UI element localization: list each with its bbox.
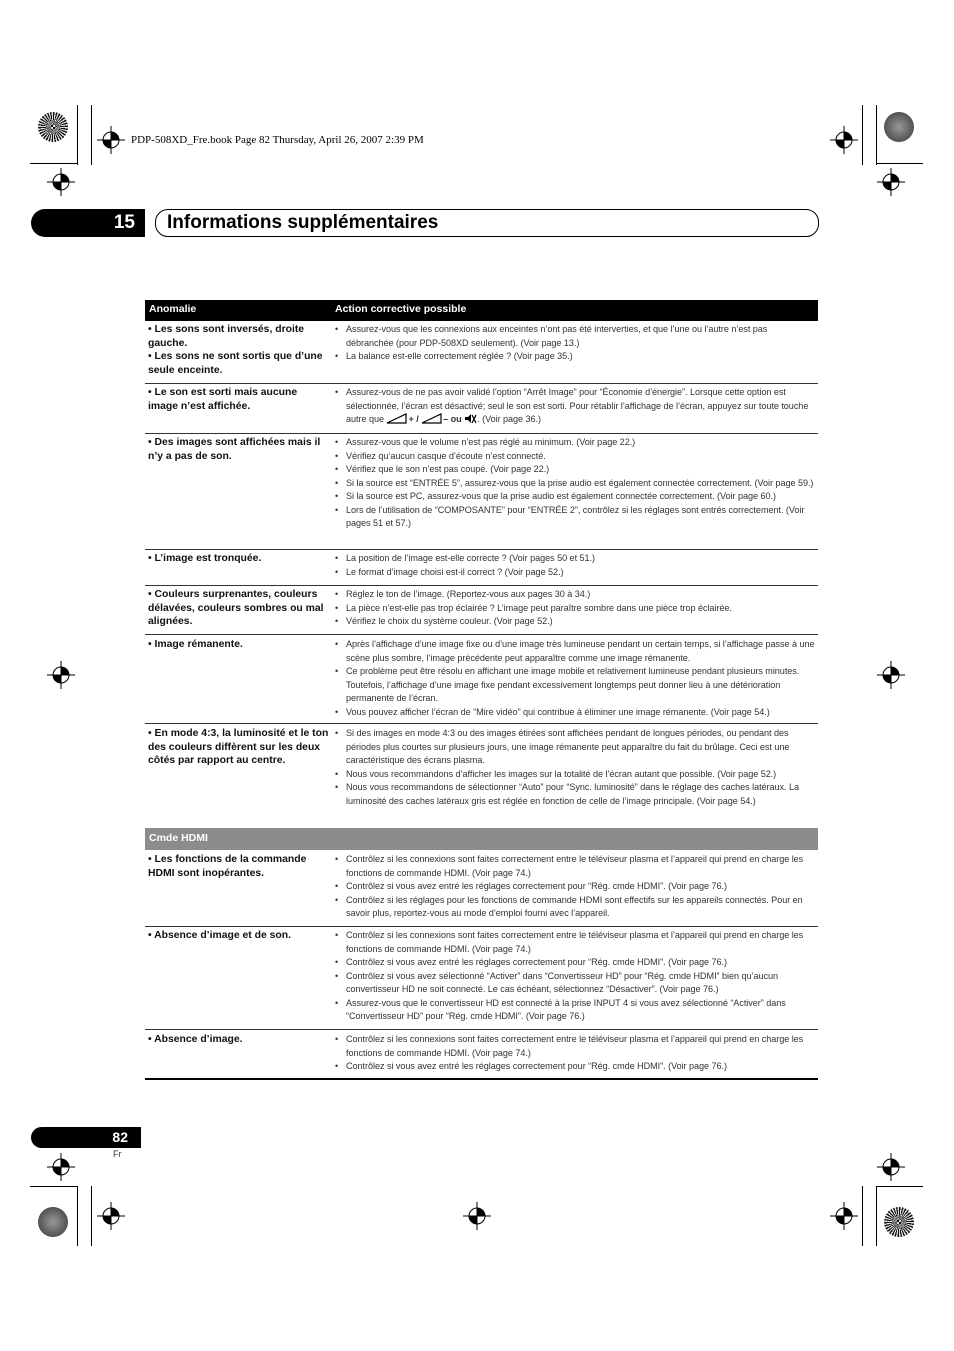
anomaly-cell: • Absence d’image. [148,1034,243,1045]
registration-mark-icon [877,661,905,689]
registration-mark-icon [830,126,858,154]
chapter-number: 15 [31,209,145,237]
list-item: • Vérifiez que le son n’est pas coupé. (Voir page 22.) [335,463,817,477]
row-divider [145,926,818,927]
anomaly-cell: • L’image est tronquée. [148,553,262,564]
list-item: • Assurez-vous que le volume n’est pas réglé au minimum. (Voir page 22.) [335,436,817,450]
row-divider [145,433,818,434]
list-item: • Vérifiez le choix du système couleur. (Voir page 52.) [335,615,817,629]
action-list [335,638,817,719]
anomaly-cell: • Image rémanente. [148,639,243,650]
list-item: • La position de l’image est-elle correcte ? (Voir pages 50 et 51.) [335,552,817,566]
anomaly-cell: • Absence d’image et de son. [148,930,291,941]
list-item: • Nous vous recommandons de sélectionner “Auto” pour “Sync. luminosité” dans le réglage des caches latéraux. La luminosité des caches latéraux gris est réglée en fonction de celle de l’image principale. (Voir page 54.) [335,781,817,808]
list-item: • La pièce n’est-elle pas trop éclairée ? L’image peut paraître sombre dans une pièce trop éclairée. [335,602,817,616]
volume-up-icon [386,413,408,424]
list-item: • Assurez-vous de ne pas avoir validé l’option “Arrêt Image” pour “Économie d’énergie”. Lorsque cette option est sélectionnée, l’écran est désactivé; seul le son est sorti. Pour rétablir l’affichage de l’écran, appuyez sur toute touche autre que + / – ou . (Voir page 36.) [335,386,817,427]
registration-mark-icon [97,1202,125,1230]
list-item: • Contrôlez si vous avez entré les réglages correctement pour “Rég. cmde HDMI”. (Voir page 76.) [335,880,817,894]
action-list [335,853,817,921]
row-divider [145,634,818,635]
section-header-hdmi: Cmde HDMI [145,828,818,850]
action-list [335,436,817,531]
action-list [335,552,817,579]
list-item: • Si la source est PC, assurez-vous que la prise audio est également connectée correctement. (Voir page 60.) [335,490,817,504]
anomaly-cell: • Couleurs surprenantes, couleurs délavées, couleurs sombres ou mal alignées. [148,589,324,628]
table-bottom-rule [145,1078,818,1080]
row-divider [145,383,818,384]
registration-mark-icon [830,1202,858,1230]
list-item: • Contrôlez si les connexions sont faites correctement entre le téléviseur plasma et l’appareil qui prend en charge les fonctions de commande HDMI. (Voir page 74.) [335,853,817,880]
anomaly-cell: • Le son est sorti mais aucune image n’est affichée. [148,387,298,412]
list-item: • Contrôlez si vous avez entré les réglages correctement pour “Rég. cmde HDMI”. (Voir page 76.) [335,956,817,970]
row-divider [145,549,818,550]
file-info: PDP-508XD_Fre.book Page 82 Thursday, April 26, 2007 2:39 PM [131,134,424,146]
list-item: • Le format d’image choisi est-il correct ? (Voir page 52.) [335,566,817,580]
registration-mark-icon [877,168,905,196]
anomaly-cell: • Les sons sont inversés, droite gauche. • Les sons ne sont sortis que d’une seule enceinte. [148,324,323,376]
row-divider [145,585,818,586]
mute-icon [464,413,477,424]
registration-mark-icon [47,661,75,689]
list-item: • Si la source est “ENTRÉE 5”, assurez-vous que la prise audio est également connectée correctement. (Voir page 59.) [335,477,817,491]
language-code: Fr [113,1149,122,1159]
list-item: • Ce problème peut être résolu en affichant une image mobile et relativement lumineuse pendant plusieurs minutes. Toutefois, l’affichage d’une image fixe pendant excessivement longtemps peut donner lieu à une détérioration permanente de l’écran. [335,665,817,706]
registration-mark-icon [877,1153,905,1181]
color-bar-star-icon [884,1207,914,1237]
color-bar-star-icon [884,112,914,142]
volume-down-icon [421,413,443,424]
chapter-title: Informations supplémentaires [167,212,439,233]
list-item: • Si des images en mode 4:3 ou des images étirées sont affichées pendant de longues périodes, ou pendant des périodes plus courtes sur plusieurs jours, une image rémanente peut apparaître du fait du brûlage. Ceci est une caractéristique des écrans plasma. [335,727,817,768]
column-header-anomaly: Anomalie [149,303,197,315]
anomaly-cell: • En mode 4:3, la luminosité et le ton des couleurs diffèrent sur les deux côtés par rapport au centre. [148,728,329,767]
action-list [335,323,817,364]
table-header [145,300,818,321]
list-item: • Après l’affichage d’une image fixe ou d’une image très lumineuse pendant un certain temps, si l’affichage passe à une scène plus sombre, l’image précédente peut apparaître comme une image rémanente. [335,638,817,665]
list-item: • Assurez-vous que les connexions aux enceintes n’ont pas été interverties, et que l’une ou l’autre n’est pas débranchée (pour PDP-508XD seulement). (Voir page 13.) [335,323,817,350]
action-list [335,386,817,427]
list-item: • Contrôlez si les connexions sont faites correctement entre le téléviseur plasma et l’appareil qui prend en charge les fonctions de commande HDMI. (Voir page 74.) [335,929,817,956]
anomaly-cell: • Les fonctions de la commande HDMI sont inopérantes. [148,854,307,879]
list-item: • Contrôlez si vous avez sélectionné “Activer” dans “Convertisseur HD” pour “Rég. cmde HDMI” bien qu’aucun convertisseur HD ne soit connecté. Le cas échéant, sélectionnez “Désactiver”. (Voir page 76.) [335,970,817,997]
registration-mark-icon [47,168,75,196]
action-list [335,727,817,808]
page-number: 82 [31,1127,141,1148]
list-item: • La balance est-elle correctement réglée ? (Voir page 35.) [335,350,817,364]
list-item: • Contrôlez si les réglages pour les fonctions de commande HDMI sont effectifs sur les appareils connectés. Pour en savoir plus, reportez-vous au mode d’emploi fourni avec l’appareil. [335,894,817,921]
list-item: • Nous vous recommandons d’afficher les images sur la totalité de l’écran autant que possible. (Voir page 52.) [335,768,817,782]
action-list [335,588,817,629]
color-bar-star-icon [38,1207,68,1237]
list-item: • Vérifiez qu’aucun casque d’écoute n’est connecté. [335,450,817,464]
list-item: • Assurez-vous que le convertisseur HD est connecté à la prise INPUT 4 si vous avez sélectionné “Activer” dans “Convertisseur HD” pour “Rég. cmde HDMI”. (Voir page 76.) [335,997,817,1024]
row-divider [145,723,818,724]
color-bar-star-icon [38,112,68,142]
list-item: • Lors de l’utilisation de “COMPOSANTE” pour “ENTRÉE 2”, contrôlez si les réglages sont entrés correctement. (Voir pages 51 et 57.) [335,504,817,531]
row-divider [145,1029,818,1030]
action-list [335,929,817,1024]
registration-mark-icon [47,1153,75,1181]
list-item: • Contrôlez si les connexions sont faites correctement entre le téléviseur plasma et l’appareil qui prend en charge les fonctions de commande HDMI. (Voir page 74.) [335,1033,817,1060]
list-item: • Réglez le ton de l’image. (Reportez-vous aux pages 30 à 34.) [335,588,817,602]
column-header-action: Action corrective possible [335,303,467,315]
list-item: • Vous pouvez afficher l’écran de “Mire vidéo” qui contribue à éliminer une image rémanente. (Voir page 54.) [335,706,817,720]
anomaly-cell: • Des images sont affichées mais il n’y a pas de son. [148,437,321,462]
list-item: • Contrôlez si vous avez entré les réglages correctement pour “Rég. cmde HDMI”. (Voir page 76.) [335,1060,817,1074]
registration-mark-icon [463,1202,491,1230]
action-list [335,1033,817,1074]
registration-mark-icon [97,126,125,154]
